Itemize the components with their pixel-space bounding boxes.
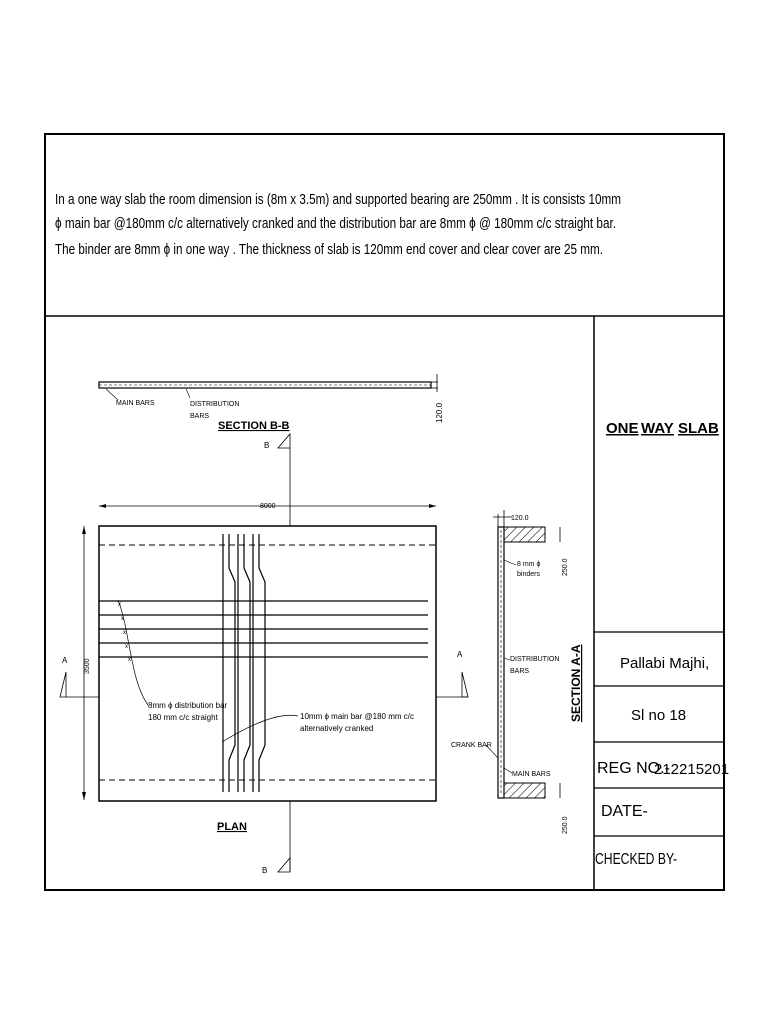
main-bar-leader	[222, 715, 298, 742]
cut-mark-a-right: A	[457, 650, 463, 659]
problem-line-1: In a one way slab the room dimension is (8m x 3.5m) and supported bearing are 250mm . It is consists 10mm	[55, 191, 621, 208]
slab-plan-outline	[99, 526, 436, 801]
dim-arrow	[82, 526, 86, 534]
main-bar-cranked	[259, 534, 265, 792]
aa-distribution-label: BARS	[510, 668, 530, 675]
leader-tick: x	[123, 630, 126, 636]
plan-title: PLAN	[217, 821, 247, 833]
leader-line	[106, 389, 118, 400]
problem-line-2: ϕ main bar @180mm c/c alternatively cranked and the distribution bar are 8mm ϕ @ 180mm c/c straight bar.	[55, 215, 616, 232]
width-dim-text: 3500	[84, 658, 91, 674]
distribution-label: BARS	[190, 413, 210, 420]
reg-label: REG NO.-	[597, 760, 670, 777]
title-way: WAY	[641, 420, 674, 437]
distribution-note: 180 mm c/c straight	[148, 713, 218, 722]
distribution-note: 8mm ϕ distribution bar	[148, 701, 228, 710]
author-name: Pallabi Majhi,	[620, 655, 710, 672]
crank-bar-label: CRANK BAR	[451, 742, 492, 749]
length-dim-text: 8000	[260, 503, 276, 510]
thickness-dim-text: 120.0	[435, 402, 444, 423]
cut-mark-a-left: A	[62, 656, 68, 665]
binders-label: binders	[517, 571, 540, 578]
leader-line	[504, 560, 516, 565]
dim-arrow	[99, 504, 106, 508]
wall-bearing-top	[504, 527, 545, 542]
date-label: DATE-	[601, 803, 648, 820]
plan-view	[60, 448, 468, 875]
top-dim-text: 120.0	[511, 515, 529, 522]
bearing-dim-bottom-text: 250.0	[562, 816, 569, 834]
reg-value: 212215201	[654, 761, 730, 778]
main-bar-note: 10mm ϕ main bar @180 mm c/c	[300, 712, 414, 721]
leader-line	[186, 389, 190, 398]
cut-marker-b-top	[278, 434, 290, 448]
cut-marker-a-right	[462, 672, 468, 697]
title-one: ONE	[606, 420, 639, 437]
aa-main-bars-label: MAIN BARS	[512, 771, 551, 778]
section-bb	[99, 374, 444, 450]
cut-marker-a-left	[60, 672, 66, 697]
leader-tick: x	[121, 616, 124, 622]
main-bars-label: MAIN BARS	[116, 400, 155, 407]
leader-tick: x	[118, 602, 121, 608]
dim-arrow	[429, 504, 436, 508]
main-bar-cranked	[244, 534, 250, 792]
leader-tick: x	[128, 657, 131, 663]
problem-line-3: The binder are 8mm ϕ in one way . The thickness of slab is 120mm end cover and clear cover are 25 mm.	[55, 241, 603, 258]
title-slab: SLAB	[678, 420, 719, 437]
main-bar-note: alternatively cranked	[300, 724, 374, 733]
section-bb-title: SECTION B-B	[218, 420, 290, 432]
section-aa	[451, 510, 583, 834]
cut-mark-b-bottom: B	[262, 866, 268, 875]
main-bar-cranked	[229, 534, 235, 792]
distribution-label: DISTRIBUTION	[190, 401, 240, 408]
checked-label: CHECKED BY-	[595, 851, 677, 868]
dim-arrow	[82, 792, 86, 800]
wall-bearing-bottom	[504, 783, 545, 798]
serial-number: Sl no 18	[631, 707, 687, 724]
cut-mark-b: B	[264, 441, 270, 450]
aa-distribution-label: DISTRIBUTION	[510, 656, 560, 663]
leader-tick: x	[125, 644, 128, 650]
binders-label: 8 mm ϕ	[517, 561, 541, 568]
cut-marker-b-bottom	[278, 858, 290, 872]
leader-line	[504, 768, 512, 773]
bearing-dim-top-text: 250.0	[562, 558, 569, 576]
section-aa-title: SECTION A-A	[569, 644, 583, 722]
